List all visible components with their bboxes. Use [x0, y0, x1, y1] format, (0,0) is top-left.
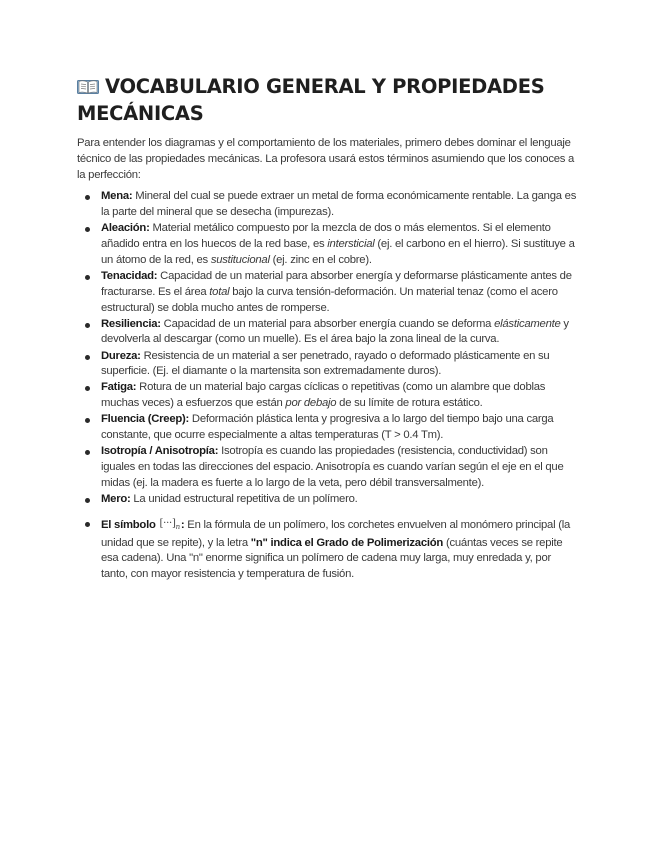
term-description: Capacidad de un material para absorber energía cuando se deforma [160, 317, 495, 330]
term-description-bold: "n" indica el Grado de Polimerización [250, 536, 444, 549]
list-item [77, 317, 577, 349]
page-title-text: VOCABULARIO GENERAL Y PROPIEDADES MECÁNICAS [77, 75, 545, 125]
list-item [77, 444, 577, 491]
term-description: Isotropía es cuando las propiedades (resistencia, conductividad) son iguales en todas las direcciones del espacio. Anisotropía es cuando varían según el eje en el que midas (ej. la madera es fuerte a lo largo de la veta, pero débil transversalmente). [101, 445, 564, 489]
term-colon: : [180, 518, 185, 531]
bullet-icon [85, 323, 90, 328]
term-description-emphasis: intersticial [327, 238, 375, 251]
list-item [77, 380, 577, 412]
term-description: La unidad estructural repetitiva de un polímero. [130, 492, 358, 505]
bullet-icon [85, 275, 90, 280]
bracket-n-symbol [160, 516, 180, 536]
list-item [77, 269, 577, 316]
term-description: Resistencia de un material a ser penetrado, rayado o deformado plásticamente en su superficie. (Ej. el diamante o la martensita son extremadamente duros). [101, 349, 550, 378]
term-description: Rotura de un material bajo cargas cíclicas o repetitivas (como un alambre que doblas muchas veces) a esfuerzos que están [101, 381, 546, 410]
term-description: (cuántas veces se repite esa cadena). Una "n" enorme significa un polímero de cadena muy larga, muy enredada y, por tanto, con mayor resistencia y temperatura de fusión. [101, 536, 563, 581]
term-label: Isotropía / Anisotropía: [101, 445, 219, 458]
bullet-icon [85, 386, 90, 391]
bullet-icon [85, 498, 90, 503]
term-description-emphasis: sustitucional [210, 253, 270, 266]
term-description: Deformación plástica lenta y progresiva a lo largo del tiempo bajo una carga constante, que ocurre especialmente a altas temperaturas (T > 0.4 Tm). [101, 413, 554, 442]
term-label: Fluencia (Creep): [101, 413, 190, 426]
term-description-emphasis: por debajo [285, 397, 337, 410]
list-item [77, 516, 577, 583]
list-item [77, 349, 577, 381]
bullet-icon [85, 355, 90, 360]
term-label: Aleación: [101, 222, 150, 235]
list-item [77, 189, 577, 221]
symbol-brackets: [···] [159, 517, 176, 529]
term-description: Mineral del cual se puede extraer un metal de forma económicamente rentable. La ganga es la parte del mineral que se desecha (impurezas). [101, 190, 577, 219]
term-description: bajo la curva tensión-deformación. Un material tenaz (como el acero estructural) se dobla mucho antes de romperse. [101, 285, 558, 314]
term-description-emphasis: elásticamente [494, 317, 561, 330]
page-title [77, 74, 577, 126]
term-label: El símbolo [101, 518, 156, 531]
term-label: Tenacidad: [101, 269, 158, 282]
list-item [77, 492, 577, 508]
term-description: (ej. zinc en el cobre). [269, 253, 372, 266]
bullet-icon [85, 450, 90, 455]
term-label: Fatiga: [101, 381, 137, 394]
symbol-subscript: n [175, 522, 180, 531]
list-item [77, 412, 577, 444]
term-label: Mena: [101, 190, 133, 203]
term-label: Resiliencia: [101, 317, 161, 330]
document-page [77, 74, 577, 583]
term-description: Material metálico compuesto por la mezcla de dos o más elementos. Si el elemento añadido entra en los huecos de la red base, es [101, 222, 551, 251]
term-description: En la fórmula de un polímero, los corchetes envuelven al monómero principal (la unidad que se repite), y la letra [101, 518, 571, 549]
list-item [77, 221, 577, 268]
term-label: Mero: [101, 492, 131, 505]
intro-paragraph: Para entender los diagramas y el comportamiento de los materiales, primero debes dominar el lenguaje técnico de las propiedades mecánicas. La profesora usará estos términos asumiendo que los conoces a la perfección: [77, 137, 575, 181]
vocabulary-list [77, 189, 577, 583]
bullet-icon [85, 195, 90, 200]
term-description-emphasis: total [209, 285, 230, 298]
bullet-icon [85, 227, 90, 232]
term-description: Capacidad de un material para absorber energía y deformarse plásticamente antes de fracturarse. Es el área [101, 269, 572, 298]
open-book-icon [77, 76, 99, 101]
bullet-icon [85, 522, 90, 527]
term-description: de su límite de rotura estático. [336, 397, 483, 410]
term-description: y devolverla al descargar (como un muelle). Es el área bajo la zona lineal de la curva. [101, 317, 569, 346]
bullet-icon [85, 418, 90, 423]
term-description: (ej. el carbono en el hierro). Si sustituye a un átomo de la red, es [101, 238, 575, 266]
term-label: Dureza: [101, 349, 141, 362]
